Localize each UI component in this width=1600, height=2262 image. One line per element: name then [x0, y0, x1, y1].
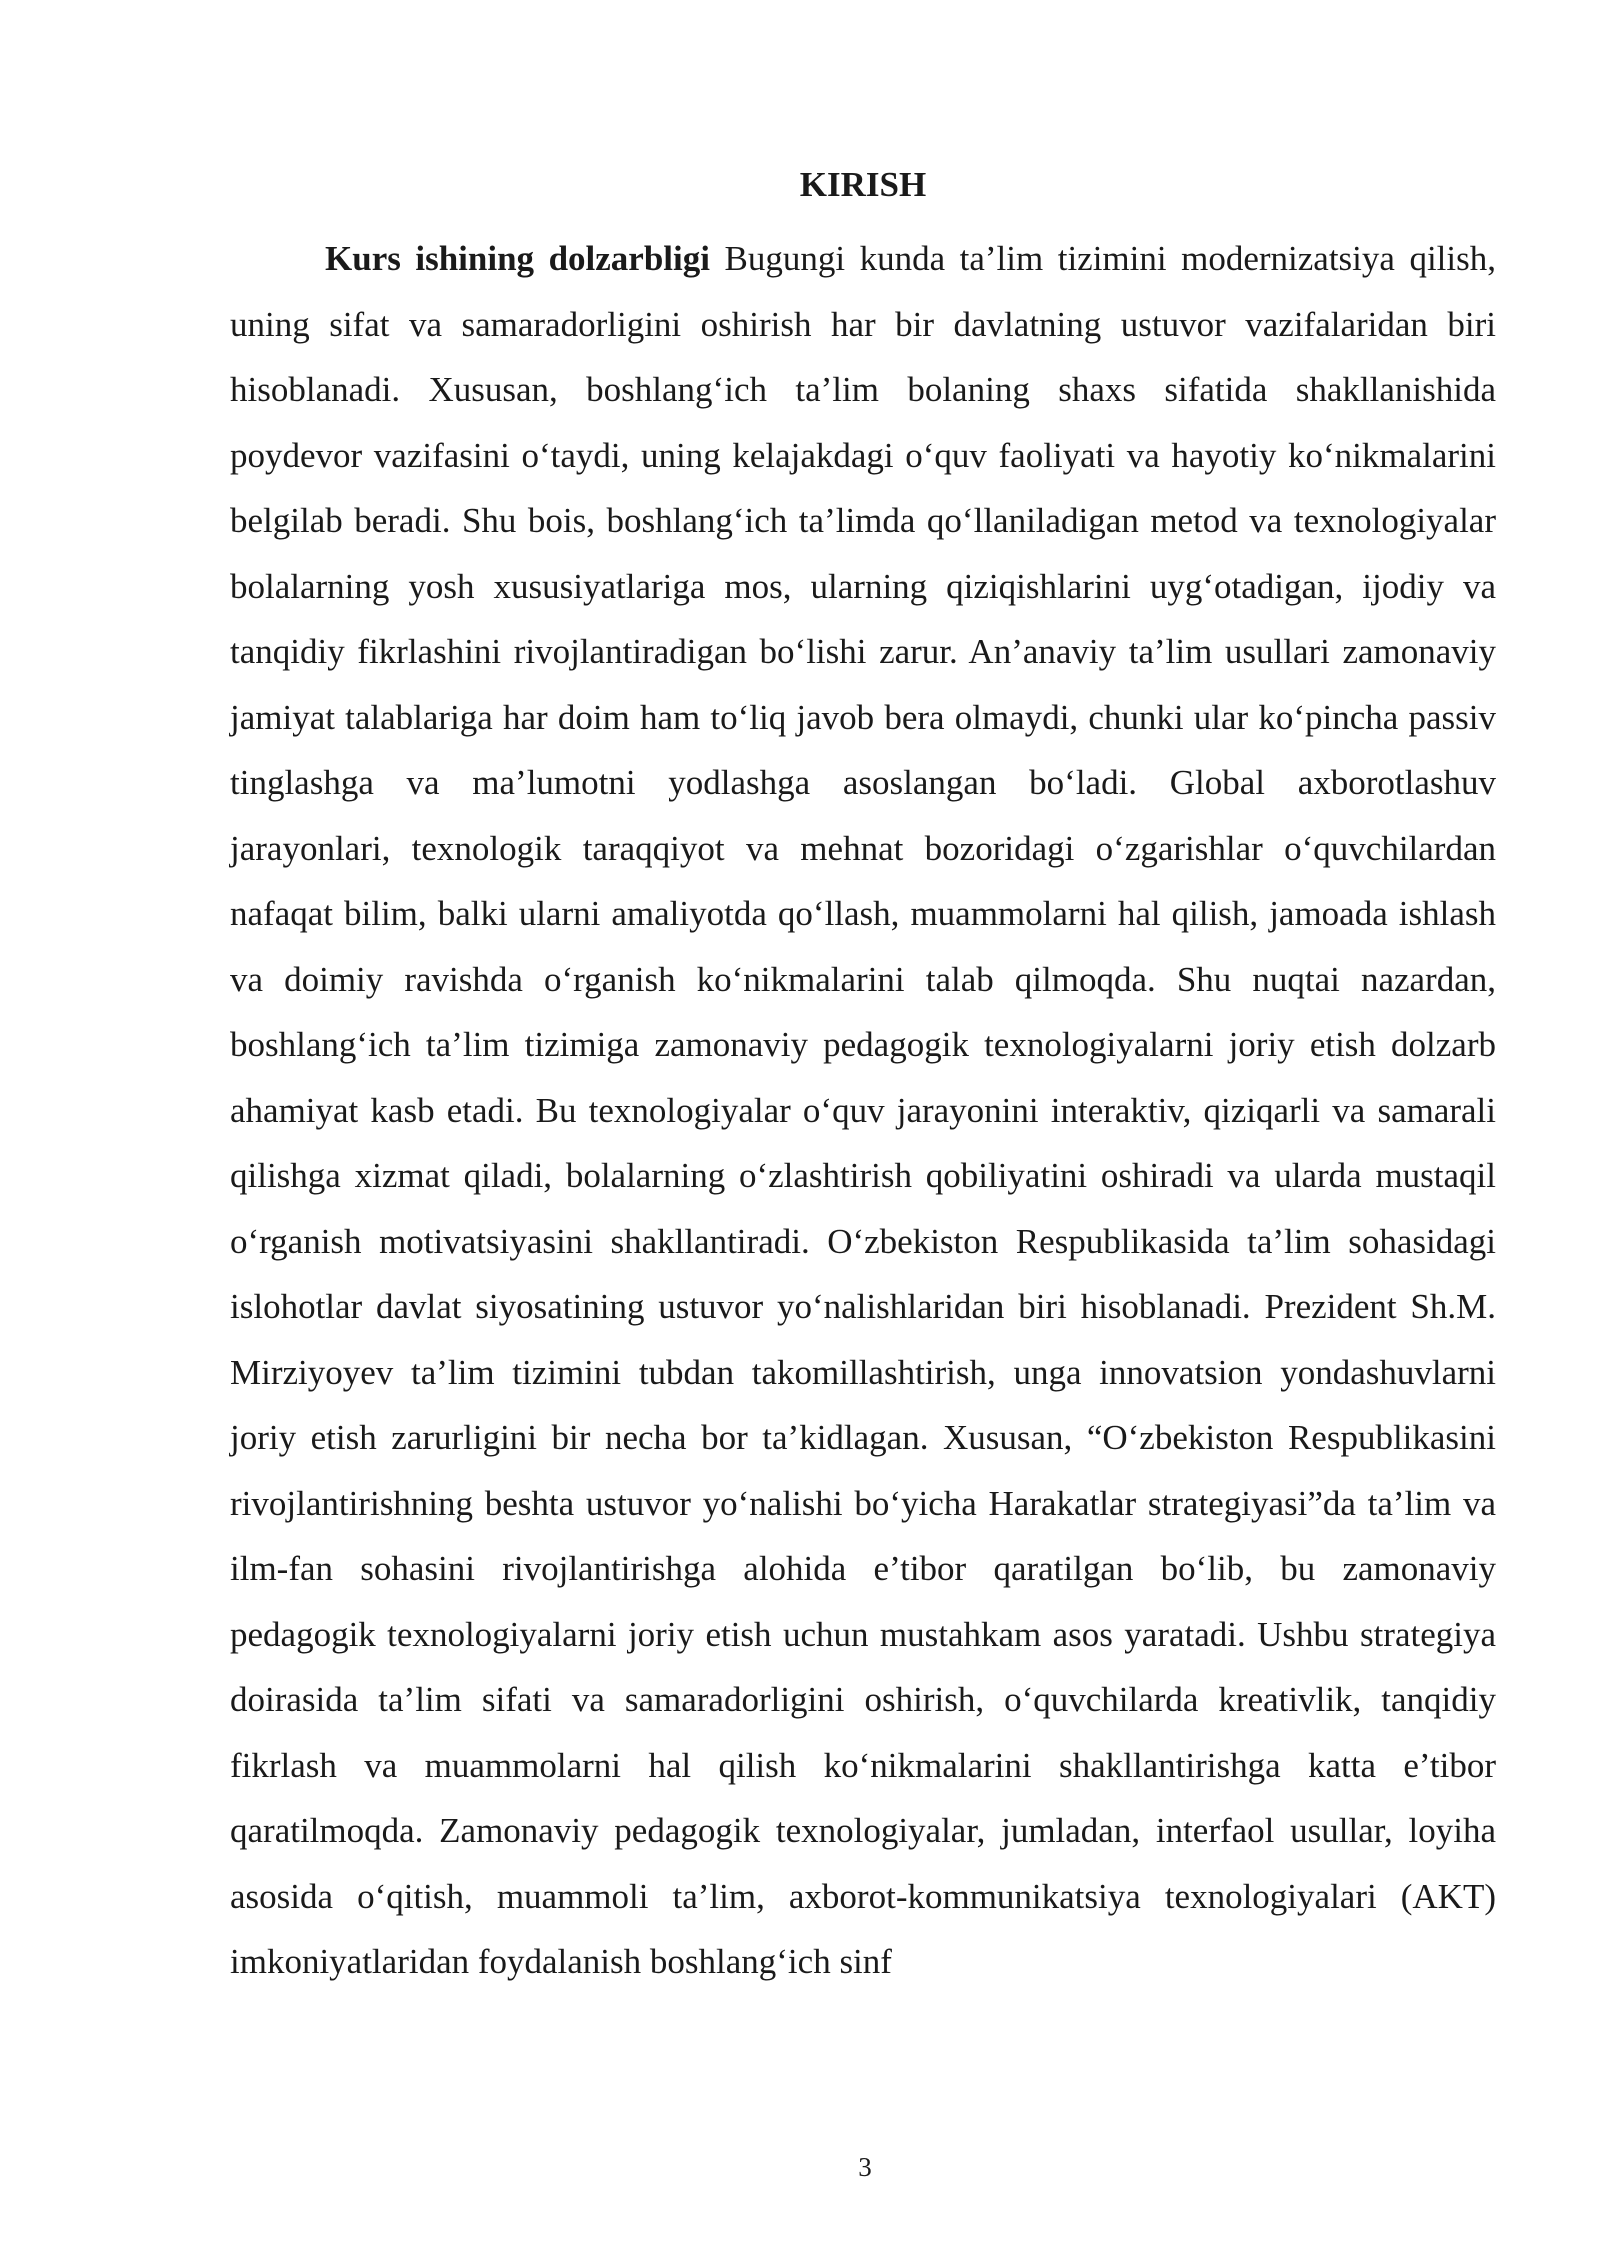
- paragraph-text: Bugungi kunda ta’lim tizimini modernizatsiya qilish, uning sifat va samaradorligini oshirish har bir davlatning ustuvor vazifalaridan biri hisoblanadi. Xususan, boshlang‘ich ta’lim bolaning shaxs sifatida shakllanishida poydevor vazifasini o‘taydi, uning kelajakdagi o‘quv faoliyati va hayotiy ko‘nikmalarini belgilab beradi. Shu bois, boshlang‘ich ta’limda qo‘llaniladigan metod va texnologiyalar bolalarning yosh xususiyatlariga mos, ularning qiziqishlarini uyg‘otadigan, ijodiy va tanqidiy fikrlashini rivojlantiradigan bo‘lishi zarur. An’anaviy ta’lim usullari zamonaviy jamiyat talablariga har doim ham to‘liq javob bera olmaydi, chunki ular ko‘pincha passiv tinglashga va ma’lumotni yodlashga asoslangan bo‘ladi. Global axborotlashuv jarayonlari, texnologik taraqqiyot va mehnat bozoridagi o‘zgarishlar o‘quvchilardan nafaqat bilim, balki ularni amaliyotda qo‘llash, muammolarni hal qilish, jamoada ishlash va doimiy ravishda o‘rganish ko‘nikmalarini talab qilmoqda. Shu nuqtai nazardan, boshlang‘ich ta’lim tizimiga zamonaviy pedagogik texnologiyalarni joriy etish dolzarb ahamiyat kasb etadi. Bu texnologiyalar o‘quv jarayonini interaktiv, qiziqarli va samarali qilishga xizmat qiladi, bolalarning o‘zlashtirish qobiliyatini oshiradi va ularda mustaqil o‘rganish motivatsiyasini shakllantiradi. O‘zbekiston Respublikasida ta’lim sohasidagi islohotlar davlat siyosatining ustuvor yo‘nalishlaridan biri hisoblanadi. Prezident Sh.M. Mirziyoyev ta’lim tizimini tubdan takomillashtirish, unga innovatsion yondashuvlarni joriy etish zarurligini bir necha bor ta’kidlagan. Xususan, “O‘zbekiston Respublikasini rivojlantirishning beshta ustuvor yo‘nalishi bo‘yicha Harakatlar strategiyasi”da ta’lim va ilm-fan sohasini rivojlantirishga alohida e’tibor qaratilgan bo‘lib, bu zamonaviy pedagogik texnologiyalarni joriy etish uchun mustahkam asos yaratadi. Ushbu strategiya doirasida ta’lim sifati va samaradorligini oshirish, o‘quvchilarda kreativlik, tanqidiy fikrlash va muammolarni hal qilish ko‘nikmalarini shakllantirishga katta e’tibor qaratilmoqda. Zamonaviy pedagogik texnologiyalar, jumladan, interfaol usullar, loyiha asosida o‘qitish, muammoli ta’lim, axborot-kommunikatsiya texnologiyalari (AKT) imkoniyatlaridan foydalanish boshlang‘ich sinf: [230, 239, 1496, 1981]
- body-paragraph: [230, 226, 1496, 1995]
- section-heading: KIRISH: [799, 165, 927, 204]
- lead-bold-phrase: Kurs ishining dolzarbligi: [325, 239, 710, 278]
- page-number: 3: [858, 2152, 872, 2182]
- heading-container: [230, 163, 1496, 207]
